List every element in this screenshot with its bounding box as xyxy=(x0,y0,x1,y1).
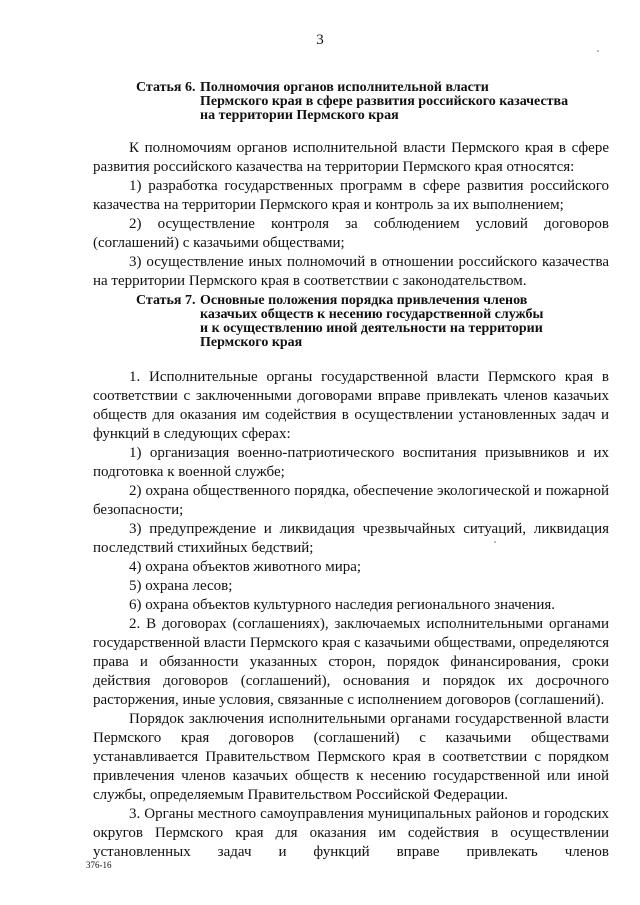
article-7-sphere-2: 2) охрана общественного порядка, обеспечение экологической и пожарной безопасности; xyxy=(93,483,609,518)
scan-speck xyxy=(494,541,496,543)
article-6-title-line: Пермского края в сфере развития российского казачества xyxy=(200,94,569,109)
article-7-body xyxy=(93,368,609,862)
article-7-title-line: казачьих обществ к несению государственной службы xyxy=(200,307,544,322)
article-7-para-1: 1. Исполнительные органы государственной власти Пермского края в соответствии с заключенными договорами вправе привлекать членов казачьих обществ для оказания им содействия в осуществлении установленных задач и функций в следующих сферах: xyxy=(93,369,609,442)
article-6-title-line: Полномочия органов исполнительной власти xyxy=(200,80,489,95)
article-7-sphere-1: 1) организация военно-патриотического воспитания призывников и их подготовка к военной службе; xyxy=(93,445,609,480)
article-6-body xyxy=(93,139,609,291)
article-7-title xyxy=(200,294,543,350)
page-number: 3 xyxy=(316,32,324,48)
article-7-sphere-6: 6) охрана объектов культурного наследия регионального значения. xyxy=(129,597,556,613)
article-6-item-1: 1) разработка государственных программ в сфере развития российского казачества на территории Пермского края и контроль за их выполнением; xyxy=(93,178,609,213)
article-6-title-line: на территории Пермского края xyxy=(200,108,399,123)
article-6-label: Статья 6. xyxy=(136,80,196,95)
scan-speck xyxy=(597,50,599,52)
article-7-title-line: и к осуществлению иной деятельности на территории xyxy=(200,321,543,336)
article-7-title-line: Пермского края xyxy=(200,335,303,350)
article-7-sphere-4: 4) охрана объектов животного мира; xyxy=(129,559,362,575)
article-7-para-2-cont: Порядок заключения исполнительными органами государственной власти Пермского края договоров (соглашений) с казачьими обществами устанавливается Правительством Пермского края в соответствии с порядком привлечения членов казачьих обществ к несению государственной или иной службы, определяемым Правительством Российской Федерации. xyxy=(93,711,609,803)
article-6-item-2: 2) осуществление контроля за соблюдением условий договоров (соглашений) с казачьими обществами; xyxy=(93,216,609,251)
article-7-sphere-5: 5) охрана лесов; xyxy=(129,578,233,594)
article-7-para-3: 3. Органы местного самоуправления муниципальных районов и городских округов Пермского края для оказания им содействия в осуществлении установленных задач и функций вправе привлекать членов xyxy=(93,806,609,860)
article-6-item-3: 3) осуществление иных полномочий в отношении российского казачества на территории Пермского края в соответствии с законодательством. xyxy=(93,254,609,289)
article-7-label: Статья 7. xyxy=(136,293,196,308)
article-6-title xyxy=(200,81,568,123)
document-code: 376-16 xyxy=(86,860,112,870)
article-6-intro: К полномочиям органов исполнительной власти Пермского края в сфере развития российского казачества на территории Пермского края относятся: xyxy=(93,140,609,175)
article-7-sphere-3: 3) предупреждение и ликвидация чрезвычайных ситуаций, ликвидация последствий стихийных бедствий; xyxy=(93,521,609,556)
article-7-title-line: Основные положения порядка привлечения членов xyxy=(200,293,528,308)
article-7-para-2: 2. В договорах (соглашениях), заключаемых исполнительными органами государственной власти Пермского края с казачьими обществами, определяются права и обязанности указанных сторон, порядок финансирования, сроки действия договоров (соглашений), основания и порядок их досрочного расторжения, иные условия, связанные с исполнением договоров (соглашений). xyxy=(93,616,609,708)
